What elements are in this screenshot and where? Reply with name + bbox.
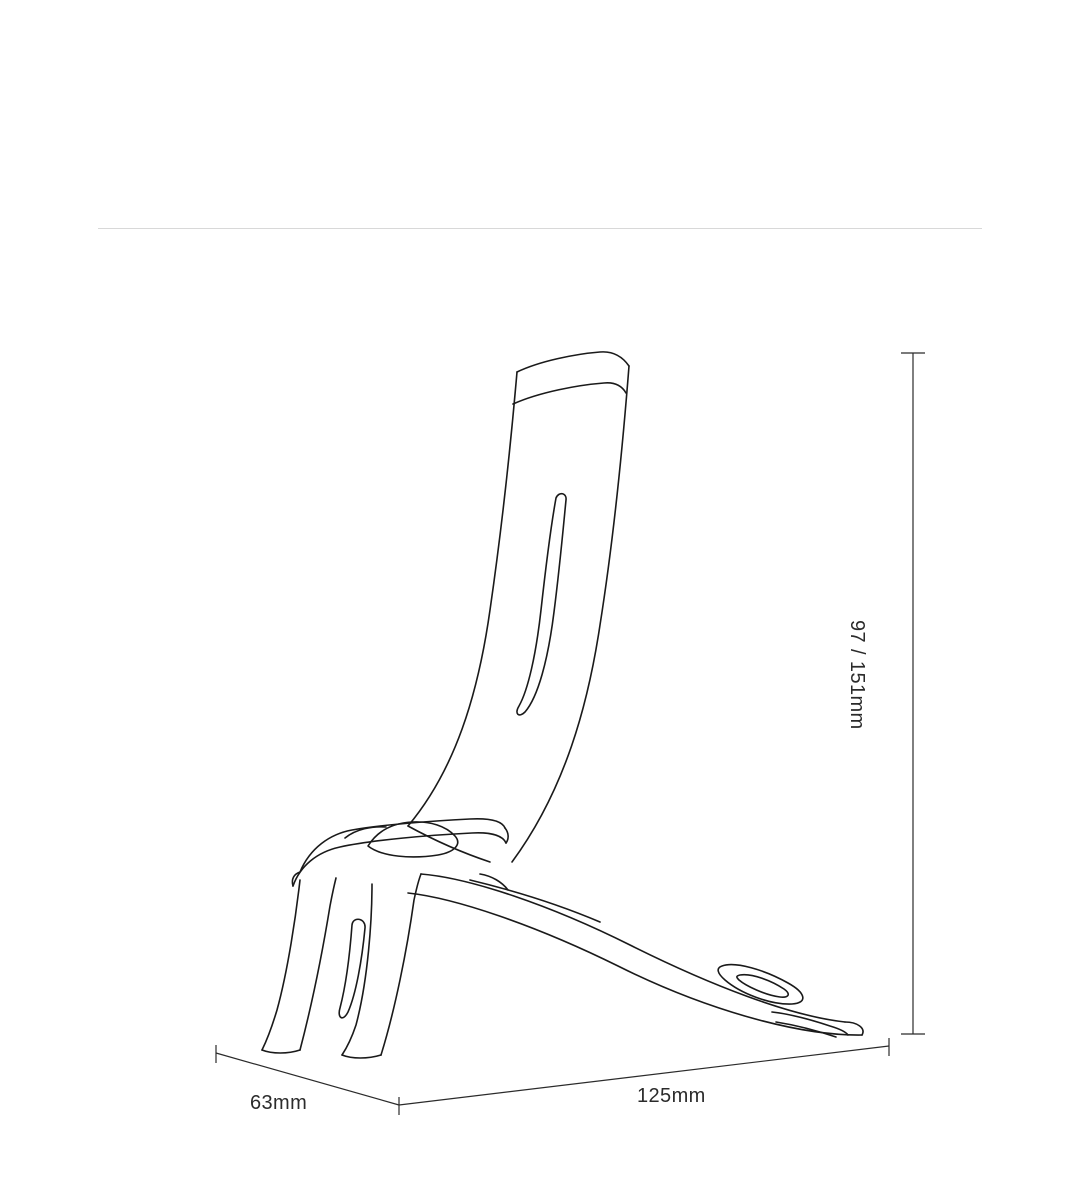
- stand-outline-icon: [262, 352, 863, 1058]
- dimension-label-depth: 63mm: [250, 1092, 308, 1114]
- dimension-label-width: 125mm: [637, 1085, 706, 1107]
- dimension-label-height: 97 / 151mm: [846, 620, 868, 730]
- dimension-lines: [216, 353, 925, 1115]
